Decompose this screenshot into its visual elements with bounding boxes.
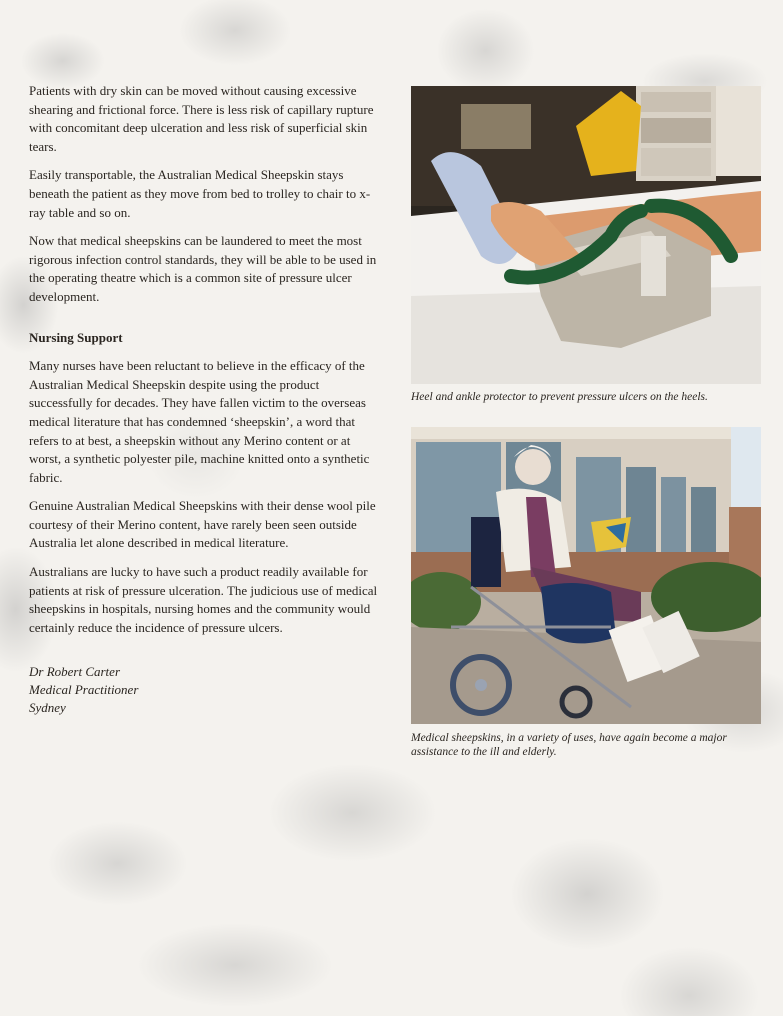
signature-block — [29, 663, 379, 717]
paragraph: Now that medical sheepskins can be laundered to meet the most rigorous infection control standards, they will be able to be used in the operating theatre which is a common site of pressure ulcer development. — [29, 233, 377, 304]
wheelchair-illustration — [411, 427, 761, 724]
article-body — [29, 82, 379, 717]
paragraph: Patients with dry skin can be moved without causing excessive shearing and frictional force. There is less risk of capillary rupture with concomitant deep ulceration and less risk of superficial skin tears. — [29, 83, 374, 154]
author-title: Medical Practitioner — [29, 682, 139, 698]
photo-caption: Heel and ankle protector to prevent pressure ulcers on the heels. — [411, 391, 708, 403]
wheelchair-photo — [411, 427, 761, 724]
photo-caption: Medical sheepskins, in a variety of uses, have again become a major assistance to the ill and elderly. — [411, 732, 727, 758]
paragraph: Many nurses have been reluctant to believe in the efficacy of the Australian Medical Sheepskin despite using the product successfully for decades. They have fallen victim to the overseas medical literature that has condemned ‘sheepskin’, a word that refers to at best, a sheepskin without any Merino content or at worst, a synthetic polyester pile, machine knitted onto a synthetic fabric. — [29, 358, 370, 485]
section-heading: Nursing Support — [29, 329, 123, 345]
heel-protector-illustration — [411, 86, 761, 384]
author-location: Sydney — [29, 700, 66, 716]
paragraph: Australians are lucky to have such a product readily available for patients at risk of pressure ulceration. The judicious use of medical sheepskins in hospitals, nursing homes and the community would certainly reduce the incidence of pressure ulcers. — [29, 564, 378, 635]
paragraph: Genuine Australian Medical Sheepskins with their dense wool pile courtesy of their Merino content, have rarely been seen outside Australia let alone described in medical literature. — [29, 498, 376, 551]
author-name: Dr Robert Carter — [29, 664, 120, 680]
heel-protector-photo — [411, 86, 761, 384]
paragraph: Easily transportable, the Australian Medical Sheepskin stays beneath the patient as they move from bed to trolley to chair to x-ray table and so on. — [29, 167, 371, 220]
